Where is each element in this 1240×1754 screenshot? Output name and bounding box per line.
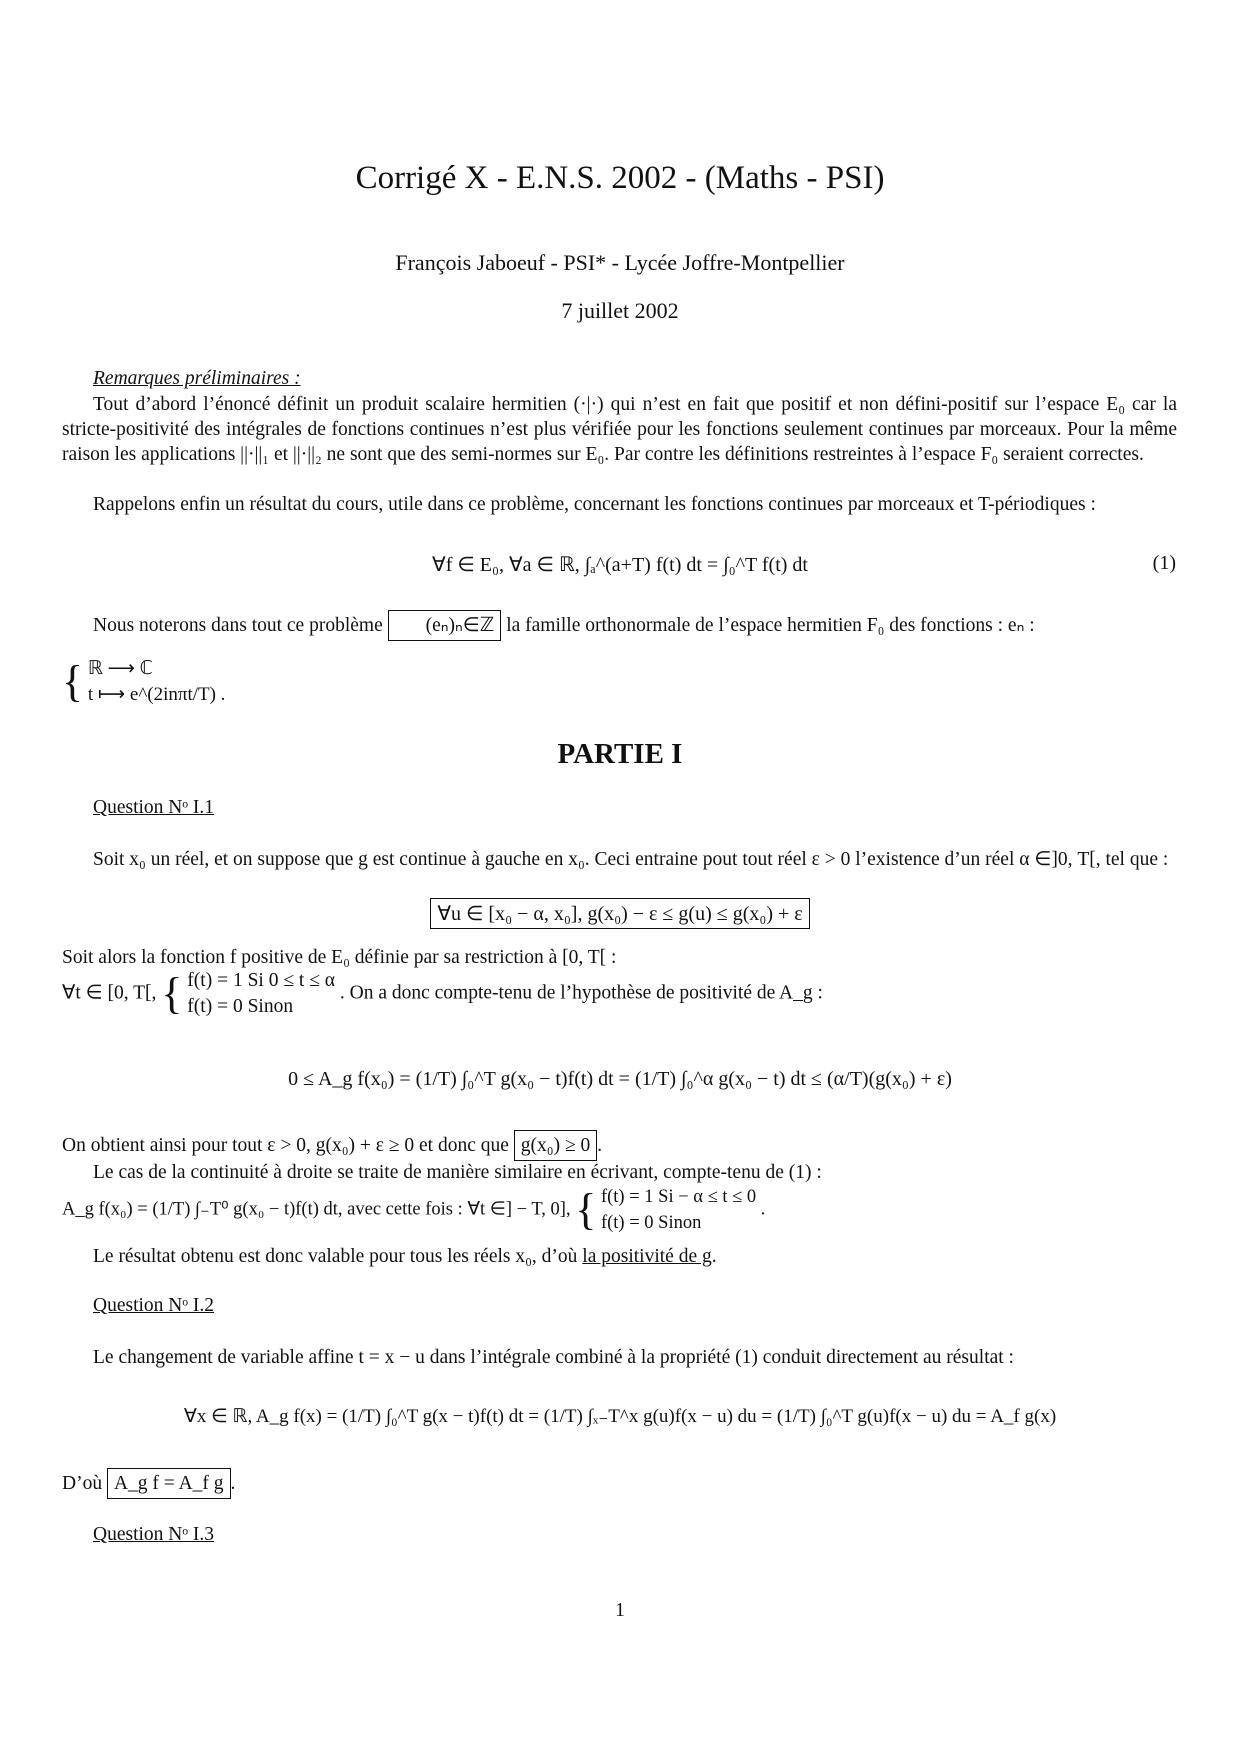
map-definition [62,656,225,708]
q2-result-boxed: A_g f = A_f g [107,1468,231,1499]
equation-1: ∀f ∈ E₀, ∀a ∈ ℝ, ∫ₐ^(a+T) f(t) dt = ∫₀^T f(t) dt [432,554,808,576]
q1-para3-start: On obtient ainsi pour tout ε > 0, g(x₀) + ε ≥ 0 et donc que [62,1135,509,1156]
q1-period: . [597,1135,603,1156]
equation-1-number: (1) [1152,552,1176,574]
q1-function-definition [62,968,823,1020]
q2-paragraph-1: Le changement de variable affine t = x − u dans l’intégrale combiné à la propriété (1) conduit directement au résultat : [93,1347,1014,1368]
def-prefix: ∀t ∈ [0, T[, [62,982,157,1004]
def-line-2: f(t) = 0 Sinon [187,996,294,1017]
question-label-i1: Question Nᵒ I.1 [93,797,214,818]
q1-paragraph-2: Soit alors la fonction f positive de E₀ définie par sa restriction à [0, T[ : [62,947,617,968]
q1-boxed-equation: ∀u ∈ [x₀ − α, x₀], g(x₀) − ε ≤ g(u) ≤ g(x₀) + ε [430,898,809,929]
map-line-1: ℝ ⟶ ℂ [87,658,153,679]
author-line: François Jaboeuf - PSI* - Lycée Joffre-Montpellier [395,250,845,275]
q1-paragraph-3 [62,1130,1177,1161]
q1-paragraph-5 [62,1184,765,1236]
preliminary-paragraph-3 [62,610,1177,641]
left-brace: { [62,657,84,706]
preliminary-paragraph-1: Tout d’abord l’énoncé définit un produit scalaire hermitien (·|·) qui n’est en fait que positif et non défini-positif sur l’espace E₀ car la stricte-positivité des intégrales de fonctions continues n’est plus vérifiée pour les fonctions seulement continues par morceaux. Pour la même raison les applications ||·||₁ et ||·||₂ ne sont que des semi-normes sur E₀. Par contre les définitions restreintes à l’espace F₀ seraient correctes. [62,394,1177,465]
q1-conclusion-underlined: la positivité de g [582,1246,712,1267]
q1-para5-def-2: f(t) = 0 Sinon [600,1213,702,1233]
def-suffix: . On a donc compte-tenu de l’hypothèse de positivité de A_g : [339,982,823,1004]
question-label-i2: Question Nᵒ I.2 [93,1295,214,1316]
q1-para5-period: . [760,1199,766,1220]
def-brace: { [161,969,183,1018]
question-label-i3: Question Nᵒ I.3 [93,1524,214,1545]
q1-paragraph-6 [62,1244,1177,1269]
q1-para5-brace: { [575,1185,597,1234]
preliminary-paragraph-2: Rappelons enfin un résultat du cours, utile dans ce problème, concernant les fonctions continues par morceaux et T-périodiques : [93,494,1096,515]
preliminary-heading: Remarques préliminaires : [93,368,301,389]
q1-main-equation: 0 ≤ A_g f(x₀) = (1/T) ∫₀^T g(x₀ − t)f(t) dt = (1/T) ∫₀^α g(x₀ − t) dt ≤ (α/T)(g(x₀) + ε) [288,1068,952,1090]
paragraph-3-end: la famille orthonormale de l’espace hermitien F₀ des fonctions : eₙ : [506,615,1035,636]
map-line-2: t ⟼ e^(2inπt/T) . [87,684,226,705]
document-title: Corrigé X - E.N.S. 2002 - (Maths - PSI) [355,160,885,196]
part-title: PARTIE I [557,738,683,770]
q1-para5-start: A_g f(x₀) = (1/T) ∫₋T⁰ g(x₀ − t)f(t) dt, avec cette fois : ∀t ∈] − T, 0], [62,1199,571,1220]
q2-result [62,1468,1177,1499]
def-line-1: f(t) = 1 Si 0 ≤ t ≤ α [187,970,335,991]
q1-paragraph-1: Soit x₀ un réel, et on suppose que g est continue à gauche en x₀. Ceci entraine pout tout réel ε > 0 l’existence d’un réel α ∈]0, T[, tel que : [93,849,1169,870]
document-date: 7 juillet 2002 [561,298,679,323]
q2-result-period: . [230,1473,236,1494]
q1-para6-period: . [711,1246,717,1267]
q1-para6-start: Le résultat obtenu est donc valable pour tous les réels x₀, d’où [93,1246,578,1267]
page-number: 1 [615,1600,625,1621]
q1-paragraph-4: Le cas de la continuité à droite se traite de manière similaire en écrivant, compte-tenu de (1) : [93,1162,822,1183]
boxed-family: (eₙ)ₙ∈ℤ [388,610,502,641]
q2-result-prefix: D’où [62,1473,103,1494]
q2-equation: ∀x ∈ ℝ, A_g f(x) = (1/T) ∫₀^T g(x − t)f(t) dt = (1/T) ∫ₓ₋T^x g(u)f(x − u) du = (1/T) ∫₀^T g(u)f(x − u) du = A_f g(x) [183,1406,1057,1427]
q1-para3-boxed: g(x₀) ≥ 0 [514,1130,598,1161]
paragraph-3-start: Nous noterons dans tout ce problème [93,615,383,636]
q1-boxed-equation-row [0,898,1240,929]
q1-para5-def-1: f(t) = 1 Si − α ≤ t ≤ 0 [600,1187,757,1207]
